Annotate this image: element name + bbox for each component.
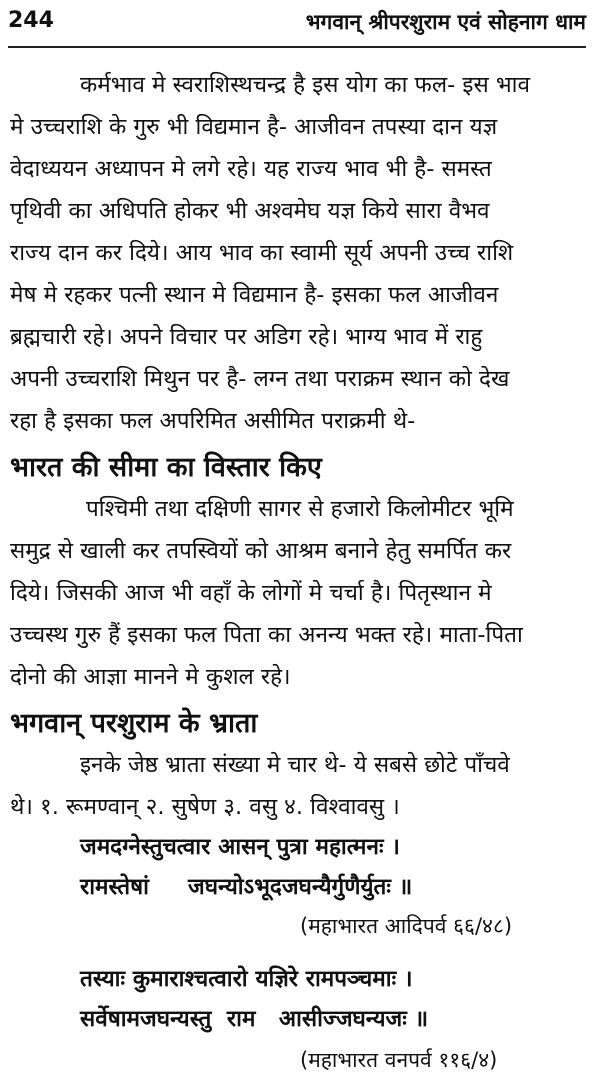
text-line: मे उच्चराशि के गुरु भी विद्यमान है- आजीवन तपस्या दान यज्ञ bbox=[10, 114, 498, 140]
verse-line: रामस्तेषां जघन्योऽभूदजघन्यैर्गुणैर्युतः ॥ bbox=[80, 874, 413, 900]
text-line: उच्चस्थ गुरु हैं इसका फल पिता का अनन्य भक्त रहे। माता-पिता bbox=[10, 622, 523, 648]
text-line: वेदाध्ययन अध्यापन मे लगे रहे। यह राज्य भाव भी है- समस्त bbox=[10, 156, 492, 182]
text-line: कर्मभाव मे स्वराशिस्थचन्द्र है इस योग का फल- इस भाव bbox=[80, 72, 530, 98]
page-header bbox=[8, 6, 586, 48]
running-title: भगवान् श्रीपरशुराम एवं सोहनाग धाम bbox=[305, 10, 586, 34]
verse-citation: (महाभारत वनपर्व ११६/४) bbox=[300, 1048, 498, 1072]
text-line: मेष मे रहकर पत्नी स्थान मे विद्यमान है- इसका फल आजीवन bbox=[10, 282, 499, 308]
verse-line: सर्वेषामजघन्यस्तु राम आसीज्जघन्यजः ॥ bbox=[80, 1006, 429, 1032]
verse-citation: (महाभारत आदिपर्व ६६/४८) bbox=[300, 914, 513, 938]
verse-line: जमदग्नेस्तुचत्वार आसन् पुत्रा महात्मनः । bbox=[80, 834, 400, 860]
page-number: 244 bbox=[8, 8, 54, 33]
text-line: ब्रह्मचारी रहे। अपने विचार पर अडिग रहे। भाग्य भाव में राहु bbox=[10, 324, 483, 350]
text-line: दिये। जिसकी आज भी वहाँ के लोगों मे चर्चा है। पितृस्थान मे bbox=[10, 580, 492, 606]
text-line: पश्चिमी तथा दक्षिणी सागर से हजारो किलोमीटर भूमि bbox=[86, 496, 514, 522]
text-line: दोनो की आज्ञा मानने मे कुशल रहे। bbox=[10, 664, 291, 690]
text-line: समुद्र से खाली कर तपस्वियों को आश्रम बनाने हेतु समर्पित कर bbox=[10, 538, 512, 564]
text-line: राज्य दान कर दिये। आय भाव का स्वामी सूर्य अपनी उच्च राशि bbox=[10, 240, 514, 266]
verse-line: तस्याः कुमाराश्चत्वारो यज्ञिरे रामपञ्चमाः । bbox=[80, 966, 413, 992]
text-line: पृथिवी का अधिपति होकर भी अश्वमेघ यज्ञ किये सारा वैभव bbox=[10, 198, 490, 224]
text-line: थे। १. रूमण्वान् २. सुषेण ३. वसु ४. विश्वावसु । bbox=[10, 794, 400, 820]
text-line: इनके जेष्ठ भ्राता संख्या मे चार थे- ये सबसे छोटे पाँचवे bbox=[80, 752, 510, 778]
text-line: अपनी उच्चराशि मिथुन पर है- लग्न तथा पराक्रम स्थान को देख bbox=[10, 366, 510, 392]
section-heading: भगवान् परशुराम के भ्राता bbox=[10, 708, 258, 739]
section-heading: भारत की सीमा का विस्तार किए bbox=[10, 452, 322, 483]
text-line: रहा है इसका फल अपरिमित असीमित पराक्रमी थे- bbox=[10, 408, 416, 434]
